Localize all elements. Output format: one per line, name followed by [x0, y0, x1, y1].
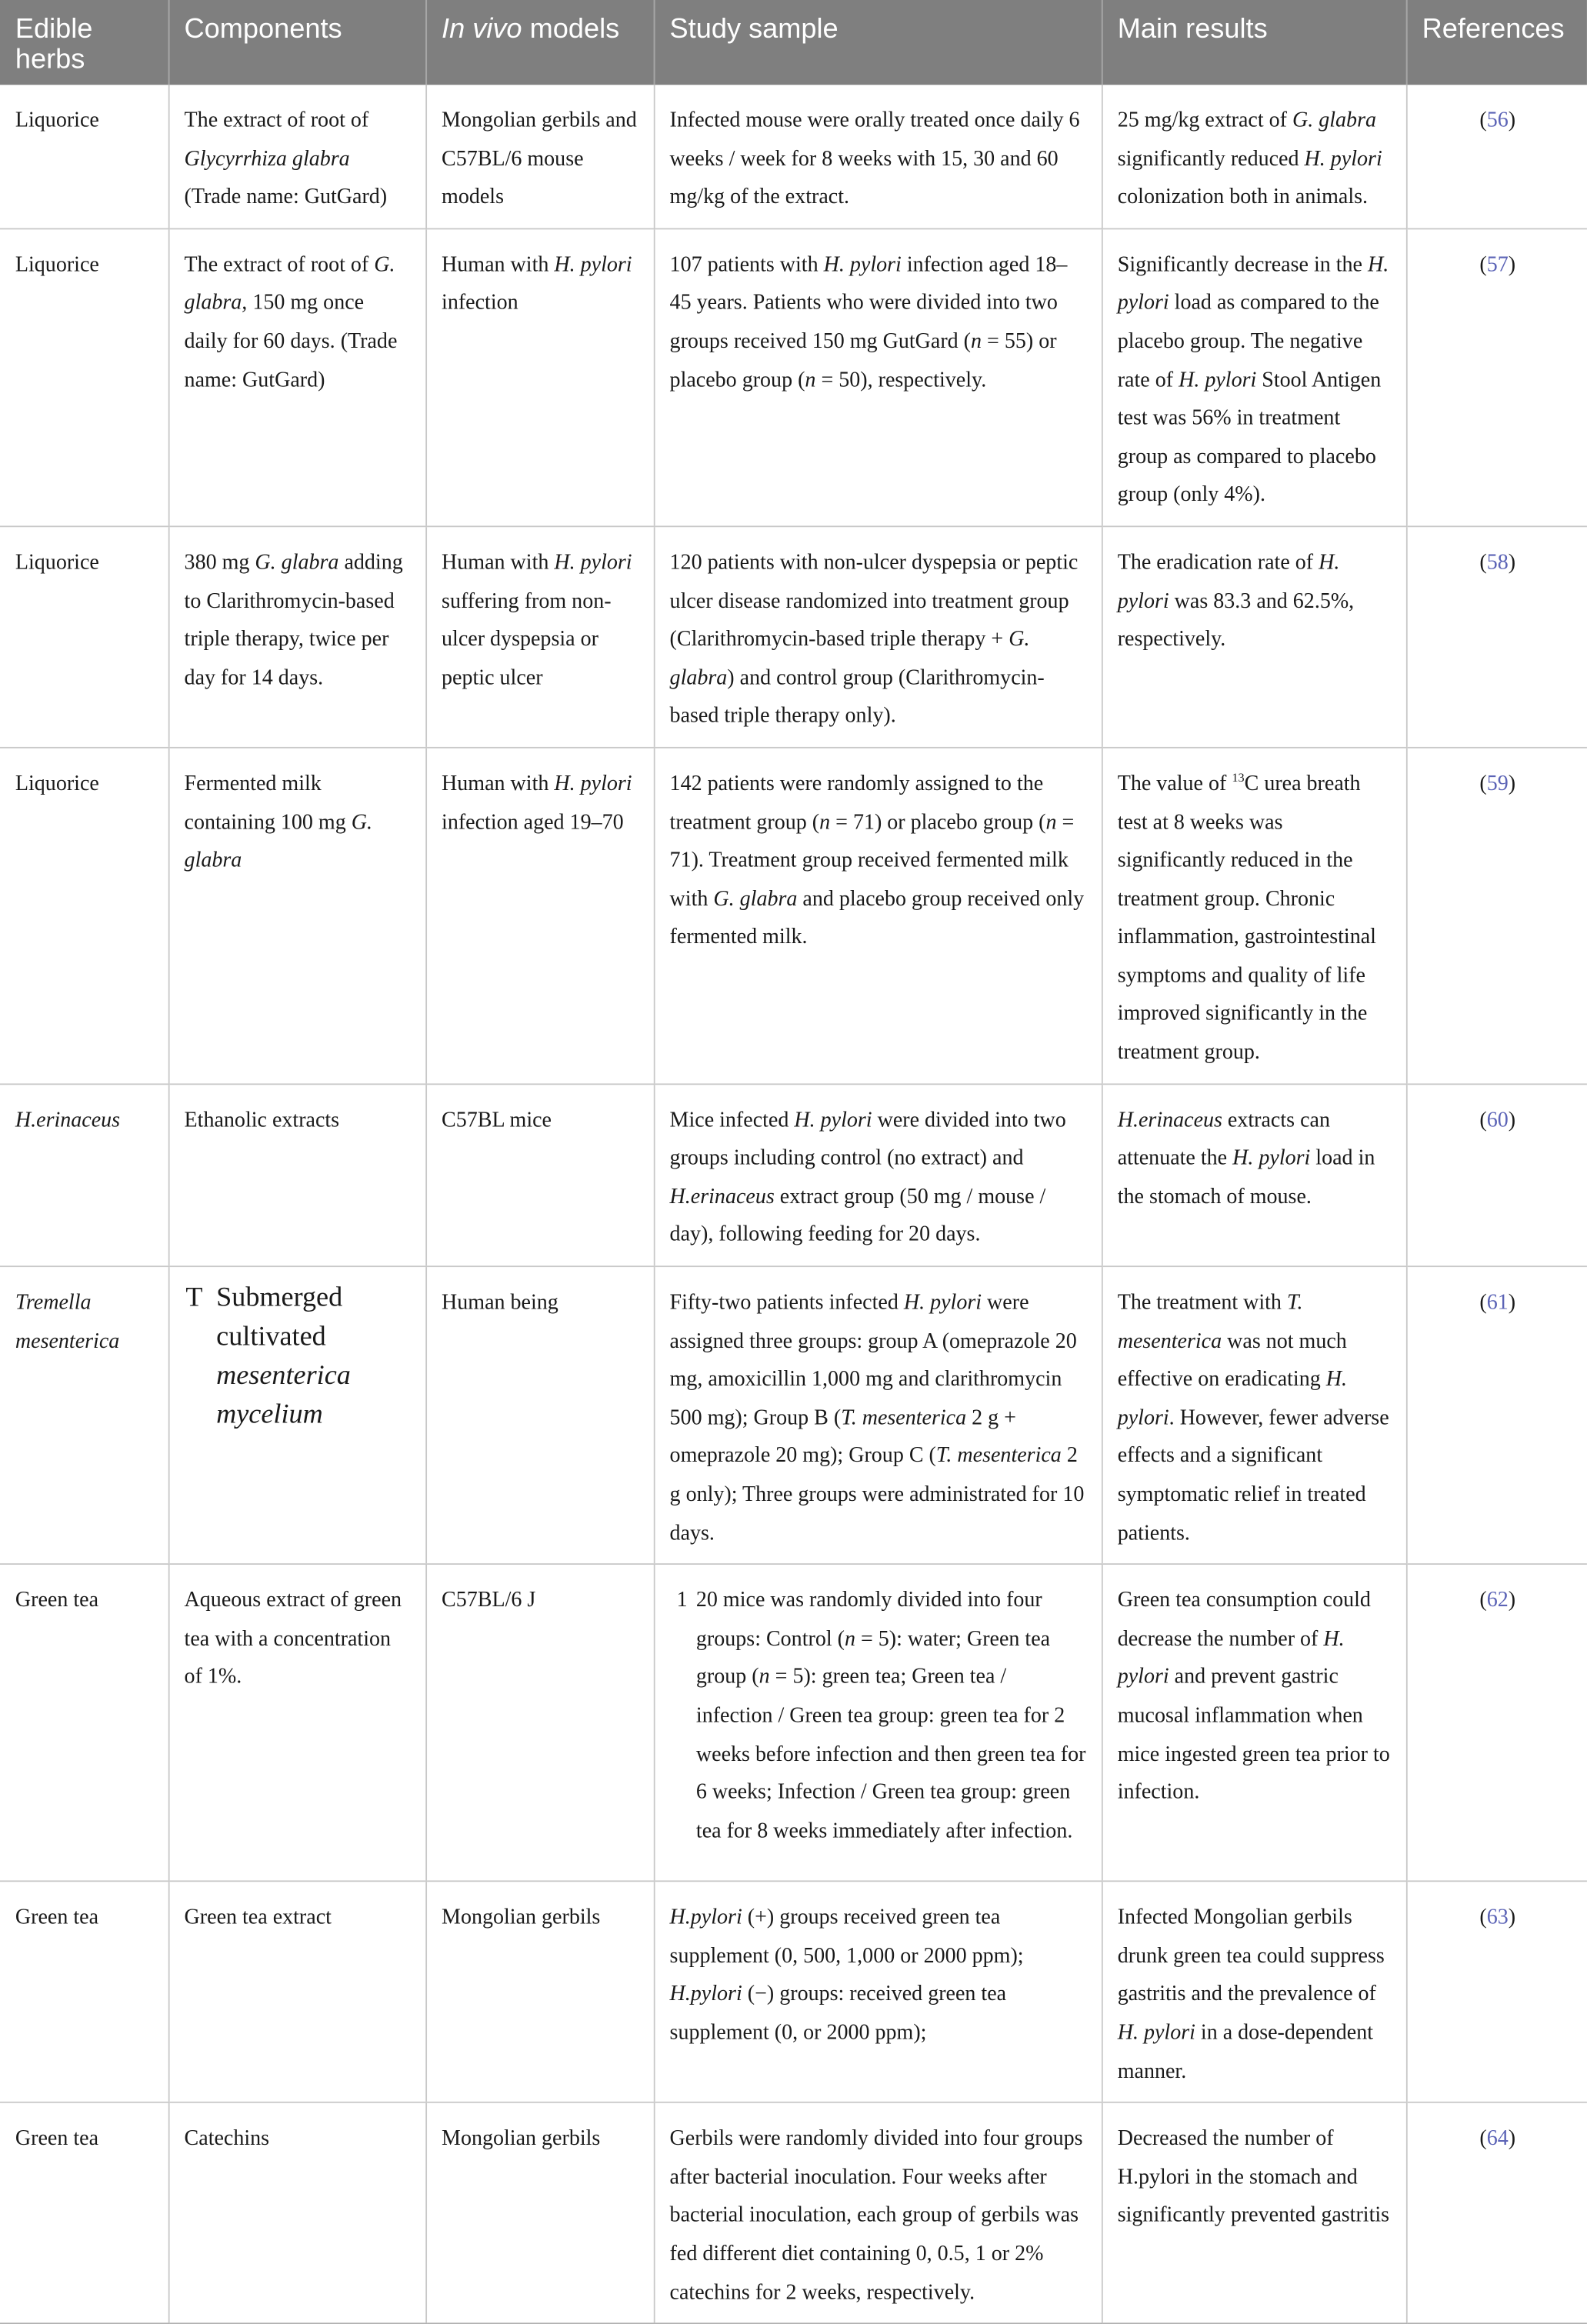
text-run: = 71). Treatment group received fermented milk with — [669, 810, 1075, 911]
text-run: 2 g + omeprazole 20 mg); Group C ( — [669, 1405, 1016, 1469]
text-run: = 71) or placebo group ( — [830, 810, 1046, 834]
text-run: (+) groups received green tea supplement (0, 500, 1,000 or 2000 ppm); — [669, 1906, 1024, 1968]
cell-sample: 1 20 mice was randomly divided into four groups: Control (n = 5): water; Green tea group (n = 5): green tea; Green tea / infection / Green tea group: green tea for 2 weeks before infection and then green tea for 6 weeks; Infection / Green tea group: green tea for 8 weeks immediately after infection. — [654, 1564, 1102, 1881]
header-edible-herbs: Edible herbs — [0, 0, 168, 85]
text-run: Catechins — [184, 2126, 270, 2151]
cell-components — [168, 748, 425, 1084]
text-run: G. glabra — [255, 550, 339, 575]
text-run: load in the stomach of mouse. — [1117, 1146, 1375, 1209]
cell-sample — [654, 2102, 1102, 2323]
cell-components — [168, 228, 425, 526]
text-run: in a dose-dependent manner. — [1117, 2020, 1374, 2083]
cell-models — [425, 526, 654, 747]
cell-sample — [654, 1084, 1102, 1267]
text-run: H. pylori — [794, 1108, 872, 1132]
text-run: H.erinaceus — [669, 1185, 775, 1209]
text-run: Fifty-two patients infected — [669, 1290, 904, 1315]
text-run: The extract of root of — [184, 108, 369, 132]
text-run: H. pylori — [1117, 252, 1389, 315]
text-run: n — [844, 1626, 855, 1651]
text-run: The treatment with — [1117, 1290, 1287, 1315]
text-run: H.erinaceus — [15, 1108, 121, 1132]
text-run: Human with — [442, 550, 555, 575]
cell-components — [168, 1564, 425, 1881]
text-run: Ethanolic extracts — [184, 1108, 340, 1132]
text-run: Mongolian gerbils — [442, 2126, 601, 2151]
cell-herb — [0, 1266, 168, 1564]
text-run: H.erinaceus — [1117, 1108, 1222, 1132]
cell-sample — [654, 85, 1102, 228]
table-row — [0, 1266, 1587, 1564]
cell-sample — [654, 228, 1102, 526]
text-run: G. glabra — [713, 886, 798, 911]
text-run: Infected mouse were orally treated once daily 6 weeks / week for 8 weeks with 15, 30 and 60 mg/kg of the extract. — [669, 108, 1080, 209]
superscript-13: 13 — [1232, 770, 1245, 785]
text-run: Human being — [442, 1290, 558, 1315]
text-run: G. glabra — [669, 627, 1030, 690]
text-run: Aqueous extract of green tea with a concentration of 1%. — [184, 1589, 402, 1689]
cell-components: T Submerged cultivated mesenterica mycelium — [168, 1266, 425, 1564]
cell-models — [425, 1564, 654, 1881]
cell-herb: Green tea — [0, 1564, 168, 1881]
text-run: extract group (50 mg / mouse / day), following feeding for 20 days. — [669, 1185, 1046, 1247]
text-run: 142 patients were randomly assigned to the treatment group ( — [669, 772, 1044, 834]
cell-models — [425, 1266, 654, 1564]
text-run: G. glabra — [1292, 108, 1377, 132]
text-run: ) and control group (Clarithromycin-based triple therapy only). — [669, 665, 1045, 729]
header-study-sample: Study sample — [654, 0, 1102, 85]
text-run: The extract of root of — [184, 252, 375, 277]
text-run: Submerged cultivated — [216, 1282, 343, 1352]
text-run: = 5): water; Green tea group ( — [695, 1626, 1051, 1689]
cell-results — [1102, 85, 1406, 228]
header-references: References — [1406, 0, 1587, 85]
text-run: infection aged 19–70 — [442, 810, 624, 834]
reference-link[interactable]: 57 — [1486, 252, 1509, 277]
text-run: n — [1045, 810, 1057, 834]
cell-results — [1102, 228, 1406, 526]
cell-sample — [654, 526, 1102, 747]
table-row — [0, 526, 1587, 747]
text-run: 120 patients with non-ulcer dyspepsia or peptic ulcer disease randomized into treatment group (Clarithromycin-based triple therapy + — [669, 550, 1079, 652]
text-run: was 83.3 and 62.5%, respectively. — [1117, 589, 1355, 652]
text-run: and placebo group received only fermented milk. — [669, 886, 1085, 949]
cell-results — [1102, 1564, 1406, 1881]
text-run: H. pylori — [1117, 2020, 1195, 2045]
text-run: Green tea consumption could decrease the number of — [1117, 1589, 1371, 1651]
text-run: Human with — [442, 772, 555, 796]
text-run: Tremella mesenterica — [15, 1290, 120, 1353]
text-run: Significantly decrease in the — [1117, 252, 1369, 277]
text-run: Fermented milk containing 100 mg — [184, 772, 352, 834]
cell-reference: (60) — [1406, 1084, 1587, 1267]
cell-herb: Liquorice — [0, 748, 168, 1084]
text-run: H. pylori — [903, 1290, 982, 1315]
text-run: 150 mg once daily for 60 days. (Trade name: GutGard) — [184, 291, 398, 392]
text-run: T. mesenterica — [1117, 1290, 1303, 1353]
cell-reference: (57) — [1406, 228, 1587, 526]
text-run: infection aged 18–45 years. Patients who were divided into two groups received 150 mg GutGard ( — [669, 252, 1068, 354]
text-run: suffering from non-ulcer dyspepsia or peptic ulcer — [442, 589, 612, 690]
text-run: T. mesenterica — [935, 1444, 1062, 1469]
text-run: H. pylori — [554, 550, 632, 575]
table-row — [0, 1084, 1587, 1267]
text-run: were assigned three groups: group A (omeprazole 20 mg, amoxicillin 1,000 mg and clarithromycin 500 mg); Group B ( — [669, 1290, 1077, 1430]
cell-sample — [654, 1882, 1102, 2102]
cell-reference: (64) — [1406, 2102, 1587, 2323]
cell-results — [1102, 1084, 1406, 1267]
text-run: n — [758, 1665, 770, 1689]
cell-components — [168, 2102, 425, 2323]
text-run: H. pylori — [1117, 1626, 1345, 1689]
text-run: C57BL mice — [442, 1108, 552, 1132]
text-run: T. mesenterica — [841, 1405, 967, 1430]
text-run: Mongolian gerbils — [442, 1906, 601, 1930]
text-run: H. pylori — [1117, 550, 1340, 613]
cell-models — [425, 228, 654, 526]
text-run: was not much effective on eradicating — [1117, 1329, 1347, 1392]
table-row — [0, 85, 1587, 228]
reference-link[interactable]: 64 — [1486, 2126, 1509, 2151]
text-run: G. glabra, — [184, 252, 395, 315]
cell-reference: (63) — [1406, 1882, 1587, 2102]
text-run: C urea breath test at 8 weeks was significantly reduced in the treatment group. Chronic inflammation, gastrointestinal symptoms and quality of life improved significantly in the treatment group. — [1117, 772, 1376, 1065]
cell-herb: Liquorice — [0, 526, 168, 747]
reference-link[interactable]: 62 — [1486, 1589, 1509, 1612]
text-run: 20 mice was randomly divided into four groups: Control ( — [695, 1589, 1042, 1651]
table-row — [0, 228, 1587, 526]
text-run: H. pylori — [554, 772, 632, 796]
cell-reference: (61) — [1406, 1266, 1587, 1564]
header-in-vivo-models — [425, 0, 654, 85]
text-run: = 50), respectively. — [815, 368, 987, 392]
header-main-results: Main results — [1102, 0, 1406, 85]
text-run: were divided into two groups including control (no extract) and — [669, 1108, 1066, 1170]
text-run: = 5): green tea; Green tea / infection / Green tea group: green tea for 2 weeks before infection and then green tea for 6 weeks; Infection / Green tea group: green tea for 8 weeks immediately after infection. — [695, 1665, 1086, 1843]
cell-herb — [0, 1084, 168, 1267]
text-run: load as compared to the placebo group. The negative rate of — [1117, 291, 1379, 392]
text-run: H. pylori — [1232, 1146, 1311, 1170]
text-run: n — [971, 329, 982, 354]
cell-reference: (58) — [1406, 526, 1587, 747]
text-run: = 55) or placebo group ( — [669, 329, 1057, 392]
text-run: H. pylori — [1117, 1367, 1348, 1430]
cell-herb: Liquorice — [0, 85, 168, 228]
reference-link[interactable]: 59 — [1486, 772, 1509, 796]
text-run: . However, fewer adverse effects and a significant symptomatic relief in treated patients. — [1117, 1405, 1389, 1545]
table-header — [0, 0, 1587, 85]
table-row — [0, 1564, 1587, 1881]
header-row — [0, 0, 1587, 85]
cell-models — [425, 1084, 654, 1267]
text-run: n — [819, 810, 831, 834]
header-models-text: models — [522, 14, 620, 45]
text-run: The eradication rate of — [1117, 550, 1319, 575]
reference-link[interactable]: 61 — [1486, 1290, 1509, 1315]
cell-herb: Green tea — [0, 2102, 168, 2323]
cell-results — [1102, 1882, 1406, 2102]
table-body — [0, 85, 1587, 2323]
text-run: 107 patients with — [669, 252, 824, 277]
cell-components — [168, 526, 425, 747]
cell-components — [168, 1084, 425, 1267]
cell-models — [425, 85, 654, 228]
cell-herb: Liquorice — [0, 228, 168, 526]
reference-link[interactable]: 58 — [1486, 550, 1509, 575]
cell-models — [425, 1882, 654, 2102]
cell-reference: (56) — [1406, 85, 1587, 228]
text-run: Gerbils were randomly divided into four groups after bacterial inoculation. Four weeks after bacterial inoculation, each group of gerbils was fed different diet containing 0, 0.5, 1 or 2% catechins for 2 weeks, respectively. — [669, 2126, 1083, 2305]
text-run: H. pylori — [1179, 368, 1257, 392]
text-run: Decreased the number of H.pylori in the stomach and significantly prevented gastritis — [1117, 2126, 1390, 2228]
cell-results — [1102, 748, 1406, 1084]
cell-results — [1102, 526, 1406, 747]
header-in-vivo-italic: In vivo — [442, 14, 522, 45]
cell-reference: (59) — [1406, 748, 1587, 1084]
cell-reference: (62) — [1406, 1564, 1587, 1881]
table-row — [0, 1882, 1587, 2102]
text-run: extracts can attenuate the — [1117, 1108, 1330, 1170]
cell-herb: Green tea — [0, 1882, 168, 2102]
cell-models — [425, 748, 654, 1084]
header-components: Components — [168, 0, 425, 85]
text-run: (Trade name: GutGard) — [184, 185, 388, 209]
text-run: H.pylori — [669, 1906, 742, 1930]
text-run: H. pylori — [1304, 146, 1382, 171]
text-run: (−) groups: received green tea supplement (0, or 2000 ppm); — [669, 1982, 1007, 2045]
cell-components — [168, 85, 425, 228]
text-run: The value of — [1117, 772, 1232, 796]
reference-link[interactable]: 63 — [1486, 1906, 1509, 1930]
text-run: C57BL/6 J — [442, 1589, 536, 1612]
text-run: Mongolian gerbils and C57BL/6 mouse models — [442, 108, 637, 209]
cell-components — [168, 1882, 425, 2102]
reference-link[interactable]: 60 — [1486, 1108, 1509, 1132]
text-run: n — [805, 368, 816, 392]
text-run: Human with — [442, 252, 555, 277]
text-run: 2 g only); Three groups were administrated for 10 days. — [669, 1444, 1085, 1545]
text-run: H. pylori — [823, 252, 902, 277]
text-run: Infected Mongolian gerbils drunk green tea could suppress gastritis and the prevalence of — [1117, 1906, 1385, 2006]
cell-results — [1102, 1266, 1406, 1564]
text-run: Green tea extract — [184, 1906, 332, 1930]
text-run: H. pylori — [554, 252, 632, 277]
cell-results — [1102, 2102, 1406, 2323]
cell-sample — [654, 1266, 1102, 1564]
text-run: colonization both in animals. — [1117, 185, 1369, 209]
text-run: G. glabra — [184, 810, 373, 872]
reference-link[interactable]: 56 — [1486, 108, 1509, 132]
text-run: Mice infected — [669, 1108, 795, 1132]
text-run: 25 mg/kg extract of — [1117, 108, 1292, 132]
text-run: and prevent gastric mucosal inflammation when mice ingested green tea prior to infection. — [1117, 1665, 1390, 1805]
text-run: mesenterica mycelium — [216, 1360, 351, 1430]
text-run: Glycyrrhiza glabra — [184, 146, 350, 171]
table-row — [0, 748, 1587, 1084]
table-row — [0, 2102, 1587, 2323]
text-run: infection — [442, 291, 518, 315]
text-run: adding to Clarithromycin-based triple therapy, twice per day for 14 days. — [184, 550, 403, 690]
text-run: 380 mg — [184, 550, 255, 575]
cell-models — [425, 2102, 654, 2323]
cell-sample — [654, 748, 1102, 1084]
text-run: Stool Antigen test was 56% in treatment group as compared to placebo group (only 4%). — [1117, 368, 1382, 507]
text-run: significantly reduced — [1117, 146, 1305, 171]
text-run: H.pylori — [669, 1982, 742, 2006]
